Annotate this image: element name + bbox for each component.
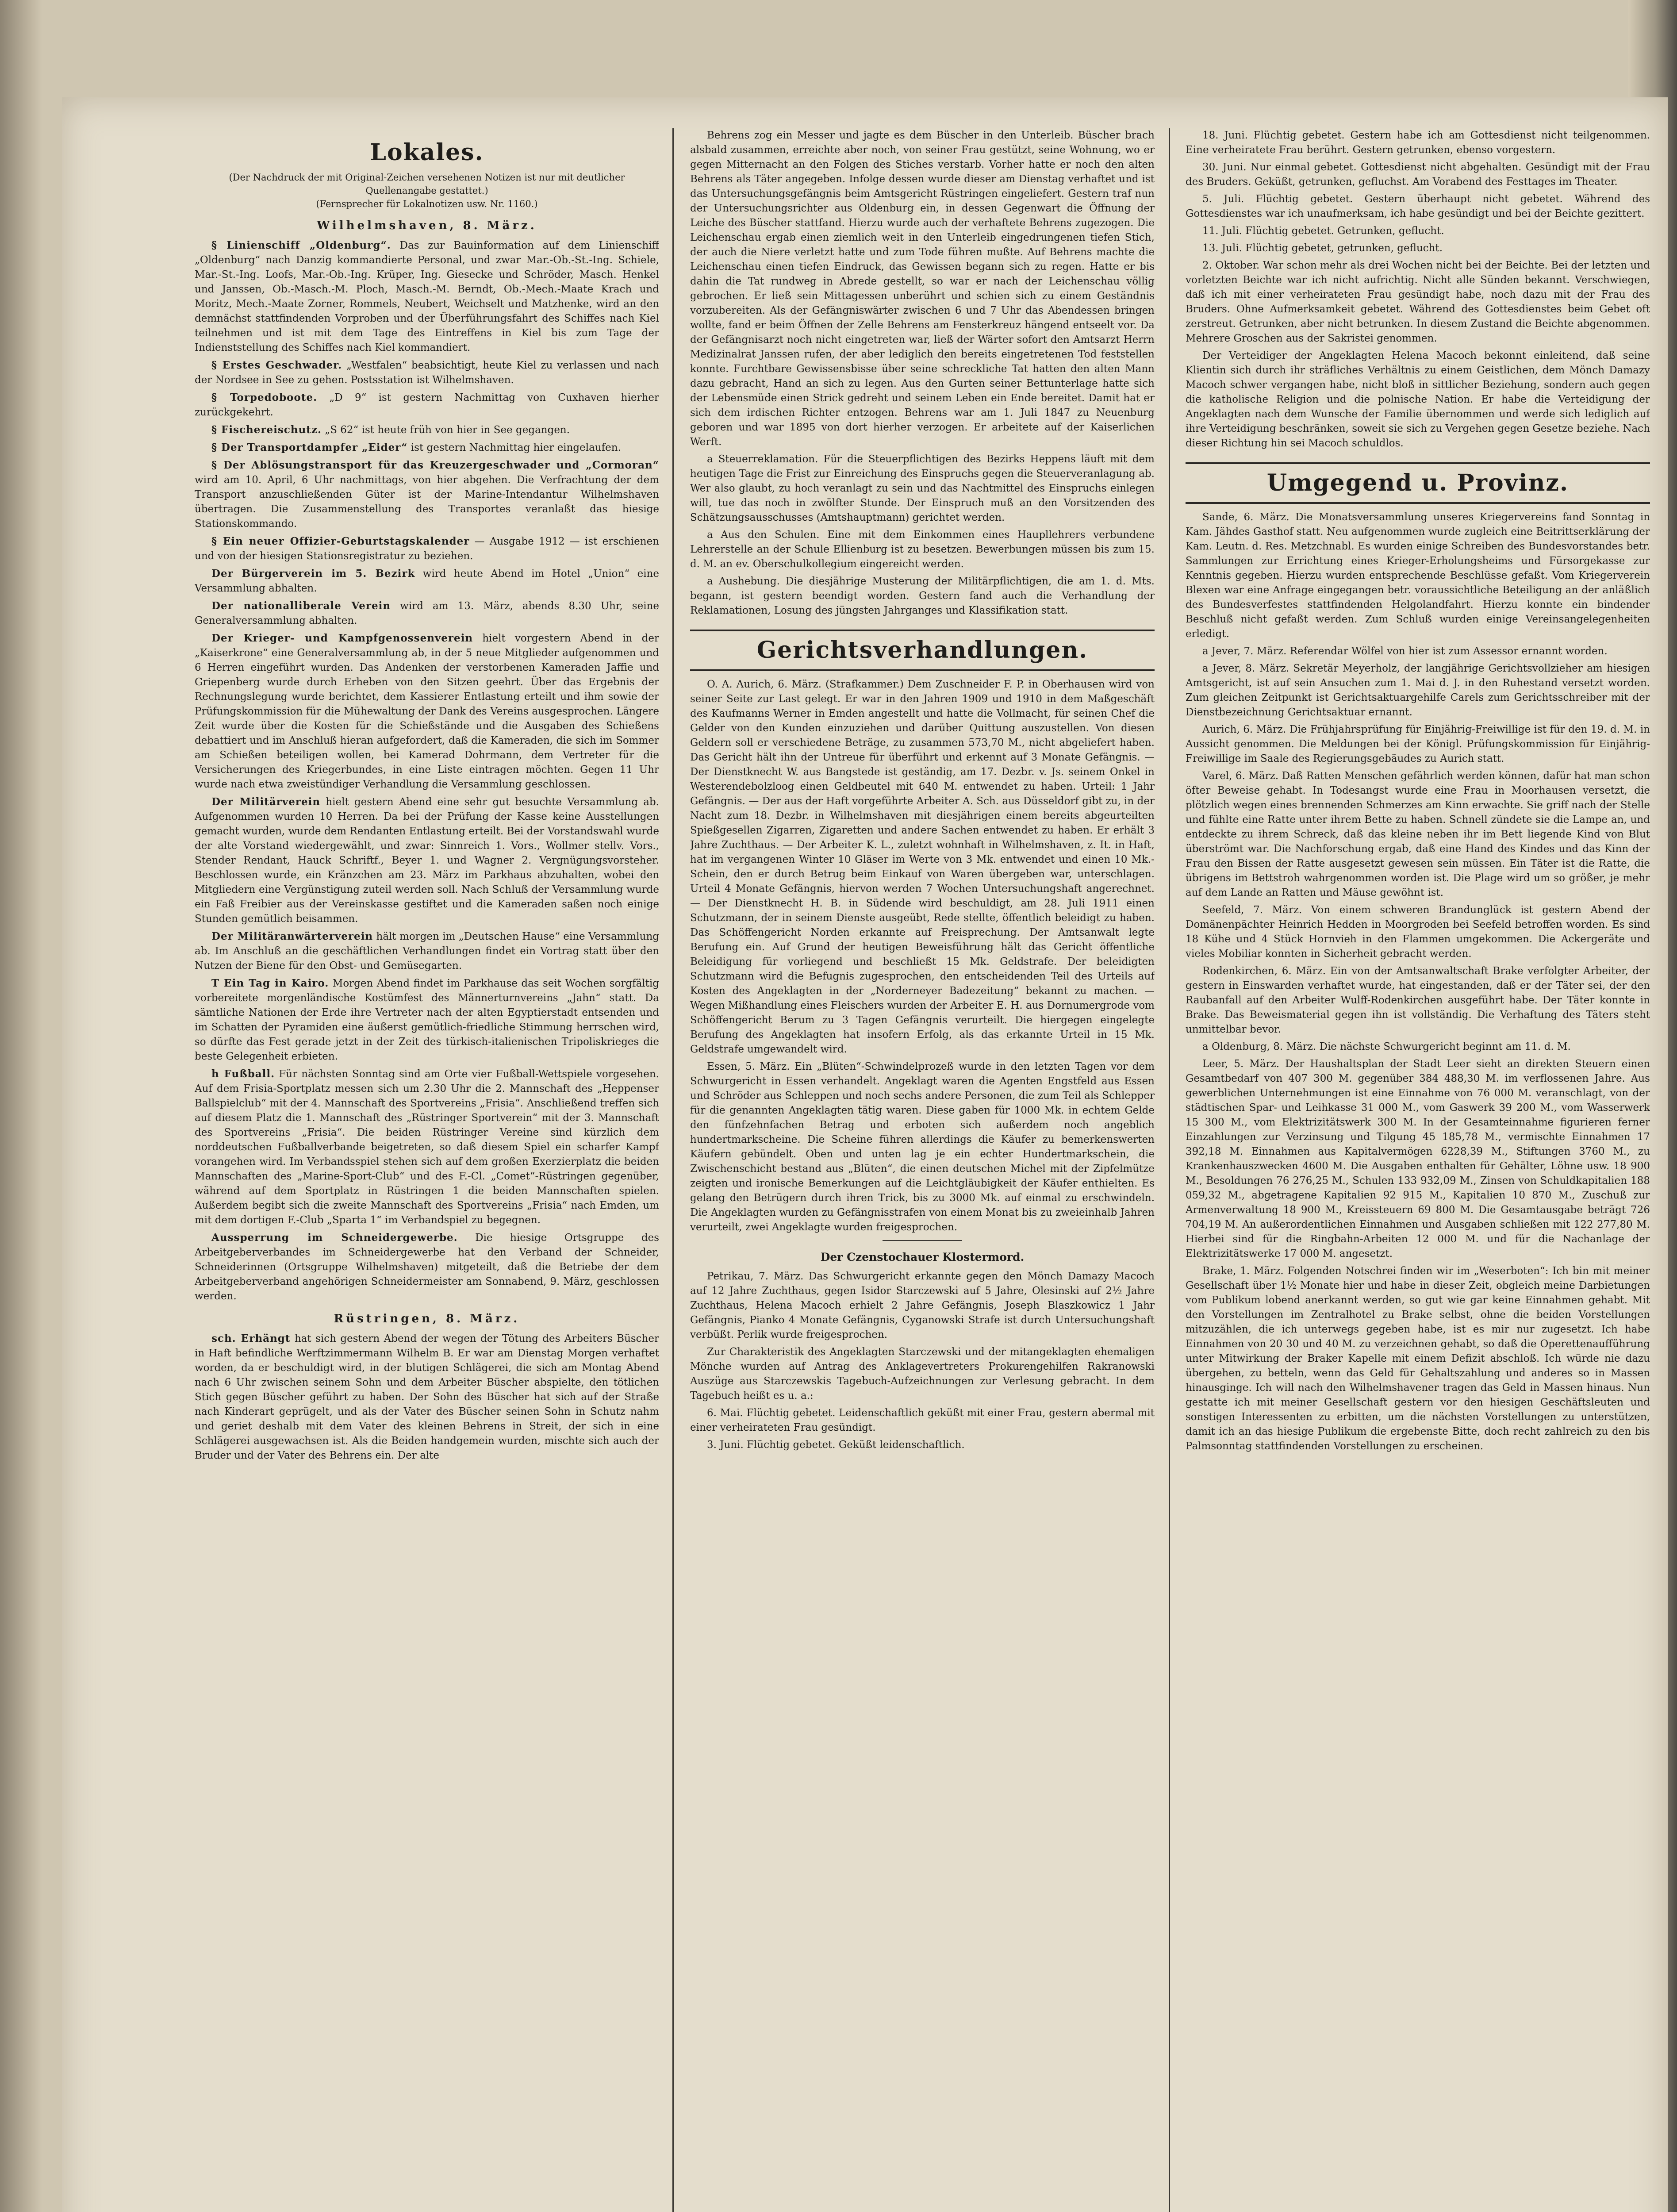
section-heading-gericht: Gerichtsverhandlungen.: [690, 630, 1155, 671]
news-item-lead: § Fischereischutz.: [211, 424, 322, 436]
news-item: [195, 358, 659, 388]
diary-paragraph: 13. Juli. Flüchtig gebetet, getrunken, geflucht.: [1202, 242, 1443, 254]
diary-paragraph: 2. Oktober. War schon mehr als drei Wochen nicht bei der Beichte. Bei der letzten und vorletzten Beichte war ich nicht aufrichtig. Nicht alle Sünden bekannt. Verschwiegen, daß ich mit einer verheirateten Frau gesündigt habe, noch dazu mit der Frau des Bruders. Ohne Aufmerksamkeit gebetet. Während des Gottesdienstes beim Gebet oft zerstreut. Getrunken, aber nicht betrunken. In diesem Zustand die Beichte abgenommen. Mehrere Groschen aus der Sakristei genommen.: [1186, 260, 1650, 344]
news-item-text: hält morgen im „Deutschen Hause“ eine Versammlung ab. Im Anschluß an die geschäftlichen Verhandlungen findet ein Vortrag statt über den Nutzen der Biene für den Obst- und Gemüsegarten.: [195, 931, 659, 972]
news-item: [195, 1230, 659, 1304]
province-paragraph: Sande, 6. März. Die Monatsversammlung unseres Kriegervereins fand Sonntag in Kam. Jähdes Gasthof statt. Neu aufgenommen wurde zugleich eine Beitrittserklärung der Kam. Leutn. d. Res. Metzchnabl. Es wurden einige Schreiben des Bundesvorstandes betr. Sammlungen zur Errichtung eines Krieger-Erholungsheims und Fürsorgekasse zur Kenntnis gegeben. Hierzu wurden entsprechende Beschlüsse gefaßt. Vom Kriegerverein Blexen war eine Anfrage eingegangen betr. voraussichtliche Beteiligung an der anläßlich des Bundesverfestes stattfindenden Helgolandfahrt. Hierzu konnte ein bindender Beschluß nicht gefaßt werden. Zum Schluß wurden einige Vereinsangelegenheiten erledigt.: [1186, 511, 1650, 640]
province-reports: [1186, 510, 1650, 1454]
news-item-text: „D 9“ ist gestern Nachmittag von Cuxhaven hierher zurückgekehrt.: [195, 392, 659, 418]
news-item-lead: h Fußball.: [211, 1068, 275, 1080]
province-paragraph: Brake, 1. März. Folgenden Notschrei finden wir im „Weserboten“: Ich bin mit meiner Gesellschaft über 1½ Monate hier und habe in dieser Zeit, obgleich meine Darbietungen vom Publikum lobend anerkannt werden, so gut wie gar keine Einnahmen gehabt. Mit den Vorstellungen im Zentralhotel zu Brake selbst, ohne die beiden Vorstellungen mitzuzählen, die ich unterwegs gegeben habe, ist es mir nur zugesetzt. Ich habe Einnahmen von 20 30 und 40 M. zu verzeichnen gehabt, so daß die Operettenaufführung unter Mitwirkung der Braker Kapelle mit einem Defizit abschloß. Ich würde nie dazu übergehen, zu betteln, wenn das Geld für Gehaltszahlung und anderes so in Massen hinausginge. Ich will nach den Wilhelmshavener tragen das Geld in Massen hinaus. Nun gestatte ich mit meiner Gesellschaft gestern vor den hiesigen Geschäftsleuten und sonstigen Interessenten zu erbitten, um die nächsten Vorstellungen zu unterstützen, damit ich an das hiesige Publikum die ergebenste Bitte, doch recht zahlreich zu den bis Palmsonntag stattfindenden Vorstellungen zu erscheinen.: [1186, 1265, 1650, 1452]
news-item: [195, 440, 659, 455]
news-item: [195, 976, 659, 1064]
news-item: [195, 1067, 659, 1228]
court-paragraph: O. A. Aurich, 6. März. (Strafkammer.) Dem Zuschneider F. P. in Oberhausen wird von seiner Seite zur Last gelegt. Er war in den Jahren 1909 und 1910 in dem Maßgeschäft des Kaufmanns Werner in Emden angestellt und hatte die Vollmacht, für seinen Chef die Gelder von den Kunden einzuziehen und darüber Quittung auszustellen. Von diesen Geldern soll er verschiedene Beträge, zu zusammen 573,70 M., nicht abgeliefert haben. Das Gericht hält ihn der Untreue für überführt und erkennt auf 3 Monate Gefängnis. — Der Dienstknecht W. aus Bangstede ist geständig, am 17. Dezbr. v. Js. seinem Onkel in Westerendebolzloog einen Geldbeutel mit 640 M. entwendet zu haben. Urteil: 1 Jahr Gefängnis. — Der aus der Haft vorgeführte Arbeiter A. Sch. aus Düsseldorf gibt zu, in der Nacht zum 18. Dezbr. in Wilhelmshaven mit diesjährigen einem bereits abgeurteilten Spießgesellen Zigarren, Zigaretten und andere Sachen entwendet zu haben. Er erhält 3 Jahre Zuchthaus. — Der Arbeiter K. L., zuletzt wohnhaft in Wilhelmshaven, z. It. in Haft, hat im vergangenen Winter 10 Gläser im Werte von 3 Mk. entwendet und einen 10 Mk.-Schein, den er durch Betrug beim Einkauf von Waren übergeben war, unterschlagen. Urteil 4 Monate Gefängnis, hiervon werden 7 Wochen Untersuchungshaft angerechnet. — Der Dienstknecht H. B. in Südende wird beschuldigt, am 28. Juli 1911 einen Schutzmann, der in seinem Dienste ausgeübt, Rede stellte, öffentlich beleidigt zu haben. Das Schöffengericht Norden erkannte auf Freisprechung. Der Amtsanwalt legte Berufung ein. Auf Grund der heutigen Beweisführung hält das Gericht öffentliche Beleidigung für vorliegend und beschließt 15 Mk. Geldstrafe. Der beleidigten Schutzmann wird die Befugnis zugesprochen, den entscheidenden Teil des Urteils auf Kosten des Angeklagten in der „Norderneyer Badezeitung“ bekannt zu machen. — Wegen Mißhandlung eines Fleischers wurden der Arbeiter E. H. aus Dornumergrode vom Schöffengericht Berum zu 3 Tagen Gefängnis verurteilt. Die hiergegen eingelegte Berufung des Angeklagten hat insofern Erfolg, als das erkannte Urteil in 15 Mk. Geldstrafe umgewandelt wird.: [690, 679, 1155, 1055]
divider: [883, 1240, 962, 1241]
news-item-text: Für nächsten Sonntag sind am Orte vier Fußball-Wettspiele vorgesehen. Auf dem Frisia-Sportplatz messen sich um 2.30 Uhr die 2. Mannschaft des „Heppenser Ballspielclub“ mit der 4. Mannschaft des Sportvereins „Frisia“. Anschließend treffen sich auf diesem Platz die 1. Mannschaft des „Rüstringer Sportverein“ mit der 3. Mannschaft des Sportvereins „Frisia“. Die beiden Rüstringer Vereine sind kürzlich dem norddeutschen Fußballverbande beigetreten, so daß diesem Spiel ein scharfer Kampf vorangehen wird. Im Verbandsspiel stehen sich auf dem großen Exerzierplatz die beiden Mannschaften des „Marine-Sport-Club“ und des F.-Cl. „Comet“-Rüstringen gegenüber, während auf dem Sportplatz in Rüstringen 1 die beiden Mannschaften spielen. Außerdem begibt sich die zweite Mannschaft des Sportvereins „Frisia“ nach Emden, um mit dem dortigen F.-Club „Sparta 1“ im Verbandspiel zu begegnen.: [195, 1068, 659, 1226]
news-item-text: hielt gestern Abend eine sehr gut besuchte Versammlung ab. Aufgenommen wurden 10 Herren. Da bei der Prüfung der Kasse keine Ausstellungen gemacht wurden, wurde dem Rendanten Entlastung erteilt. Bei der Vorstandswahl wurde der alte Vorstand wiedergewählt, und zwar: Sinnreich 1. Vors., Wollmer stellv. Vors., Stender Rendant, Hauck Schriftf., Beyer 1. und Wagner 2. Vergnügungsvorsteher. Beschlossen wurde, ein Kränzchen am 23. März im Parkhaus abzuhalten, wobei den Mitgliedern eine Vergünstigung zuteil werden soll. Nach Schluß der Versammlung wurde ein Faß Freibier aus der Vereinskasse gestiftet und die Kameraden saßen noch einige Stunden gemütlich beisammen.: [195, 796, 659, 925]
article-subhead: Der Czenstochauer Klostermord.: [820, 1251, 1025, 1263]
news-item-text: wird am 13. März, abends 8.30 Uhr, seine Generalversammlung abhalten.: [195, 600, 659, 626]
news-item-lead: Der Krieger- und Kampfgenossenverein: [211, 632, 473, 644]
news-item-text: hat sich gestern Abend der wegen der Tötung des Arbeiters Büscher in Haft befindliche Werftzimmermann Wilhelm B. Er war am Dienstag Morgen verhaftet worden, da er beschuldigt wird, in der blutigen Schlägerei, die sich am Montag Abend nach 6 Uhr zwischen seinem Sohn und dem Arbeiter Büscher abspielte, den tötlichen Stich gegen Büscher geführt zu haben. Der Sohn des Büscher hat sich auf der Straße nach Kinderart geprügelt, und als der Vater des Büscher seinen Sohn in Schutz nahm und geriet deshalb mit dem Vater des kleinen Behrens in Streit, der sich in eine Schlägerei ausgewachsen ist. Als die Beiden handgemein wurden, mischte sich auch der Bruder und der Vater des Behrens ein. Der alte: [195, 1333, 659, 1461]
news-item: [195, 599, 659, 628]
news-item-text: „S 62“ ist heute früh von hier in See gegangen.: [322, 424, 570, 436]
trial-paragraph: 3. Juni. Flüchtig gebetet. Geküßt leidenschaftlich.: [707, 1439, 965, 1451]
news-item-lead: § Linienschiff „Oldenburg“.: [211, 239, 391, 251]
province-paragraph: Leer, 5. März. Der Haushaltsplan der Stadt Leer sieht an direkten Steuern einen Gesamtbedarf von 407 300 M. gegenüber 384 488,30 M. im verflossenen Jahre. Aus gewerblichen Unternehmungen ist eine Einnahme von 76 000 M. veranschlagt, von der städtischen Spar- und Leihkasse 31 000 M., vom Gaswerk 39 200 M., vom Wasserwerk 15 300 M., vom Elektrizitätswerk 300 M. In der Gesamteinnahme figurieren ferner Einzahlungen zur Verzinsung und Tilgung 45 185,78 M., vermischte Einnahmen 17 392,18 M. Einnahmen aus Kapitalvermögen 6228,39 M., Stiftungen 3760 M., zu Krankenhauszwecken 4600 M. Die Ausgaben enthalten für Gehälter, Löhne usw. 18 900 M., Besoldungen 76 276,25 M., Schulen 133 932,09 M., Zinsen von Schuldkapitalien 188 059,32 M., abgetragene Kapitalien 92 915 M., Kapitalien 10 870 M., Zuschuß zur Armenverwaltung 18 900 M., Kreissteuern 69 800 M. Die Gesamtausgabe beträgt 726 704,19 M. An außerordentlichen Einnahmen und Ausgaben schließen mit 122 277,80 M. Hierbei sind für die Ringbahn-Arbeiten 12 000 M. und für die Nachanlage der Elektrizitätswerke 17 000 M. angesetzt.: [1186, 1058, 1650, 1260]
news-item-text: wird am 10. April, 6 Uhr nachmittags, von hier abgehen. Die Verfrachtung der dem Transport anzuschließenden Güter ist der Marine-Intendantur Wilhelmshaven übertragen. Die Zusammenstellung des Transportes veranlaßt das hiesige Stationskommando.: [195, 474, 659, 530]
dateline-ruestringen: Rüstringen, 8. März.: [334, 1312, 520, 1325]
trial-paragraph: 6. Mai. Flüchtig gebetet. Leidenschaftlich geküßt mit einer Frau, gestern abermal mit einer verheirateten Frau gesündigt.: [690, 1407, 1155, 1433]
news-item-lead: sch. Erhängt: [211, 1333, 291, 1344]
news-item-text: wird heute Abend im Hotel „Union“ eine Versammlung abhalten.: [195, 568, 659, 594]
news-item: [195, 1331, 659, 1463]
diary-paragraph: 5. Juli. Flüchtig gebetet. Gestern überhaupt nicht gebetet. Während des Gottesdienstes war ich unaufmerksam, ich habe gesündigt und bei der Beichte gezittert.: [1186, 193, 1650, 219]
trial-paragraph: Zur Charakteristik des Angeklagten Starczewski und der mitangeklagten ehemaligen Mönche wurden auf Antrag des Anklagevertreters Prokurengehilfen Rakranowski Auszüge aus Starczewskis Tagebuch-Aufzeichnungen zur Verlesung gebracht. In dem Tagebuch heißt es u. a.:: [690, 1346, 1155, 1402]
news-item-text: Morgen Abend findet im Parkhause das seit Wochen sorgfältig vorbereitete morgenländische Kostümfest des Männerturnvereins „Jahn“ statt. Da sämtliche Nationen der Erde ihre Vertreter nach der alten Egyptierstadt entsenden und im Schatten der Pyramiden eine äußerst gemütlich-friedliche Stimmung herrschen wird, so dürfte das Fest gerade jetzt in der Zeit des türkisch-italienischen Tripoliskrieges die beste Gelegenheit erbieten.: [195, 978, 659, 1062]
province-paragraph: Seefeld, 7. März. Von einem schweren Brandunglück ist gestern Abend der Domänenpächter Heinrich Hedden in Moorgroden bei Seefeld betroffen worden. Es sind 18 Kühe und 4 Stück Hornvieh in den Flammen umgekommen. Die Ackergeräte und vieles Mobiliar konnten in Sicherheit gebracht werden.: [1186, 904, 1650, 960]
news-item: [195, 458, 659, 531]
reprint-note: (Der Nachdruck der mit Original-Zeichen versehenen Notizen ist nur mit deutlicher Quellenangabe gestattet.): [229, 172, 625, 196]
news-item-lead: Der Militäranwärterverein: [211, 930, 373, 942]
trial-paragraph: Petrikau, 7. März. Das Schwurgericht erkannte gegen den Mönch Damazy Macoch auf 12 Jahre Zuchthaus, gegen Isidor Starczewski auf 5 Jahre, Olesinski auf 2½ Jahre Zuchthaus, Helena Macoch erhielt 2 Jahre Gefängnis, Joseph Blaszkowicz 1 Jahr Gefängnis, Pianko 4 Monate Gefängnis, Cyganowski Strafe ist durch Untersuchungshaft verbüßt. Perlik wurde freigesprochen.: [690, 1271, 1155, 1340]
newspaper-page: [62, 97, 1668, 2212]
news-item-text: Das zur Bauinformation auf dem Linienschiff „Oldenburg“ nach Danzig kommandierte Personal, und zwar Mar.-Ob.-St.-Ing. Schiele, Mar.-St.-Ing. Loofs, Mar.-Ob.-Ing. Krüper, Ing. Giesecke und Schröder, Masch. Henkel und Janssen, Ob.-Masch.-M. Ploch, Masch.-M. Berndt, Ob.-Mech.-Maate Krach und Moritz, Mech.-Maate Zorner, Rommels, Neubert, Weichselt und Matzhenke, wird an den demnächst stattfindenden Vorproben und der Überführungsfahrt des Schiffes nach Kiel teilnehmen und ist mit dem Tage des Eintreffens in Kiel bis zum Tage der Indienststellung des Schiffes nach Kiel kommandiert.: [195, 240, 659, 353]
court-reports: [690, 677, 1155, 1235]
news-item-lead: Der Bürgerverein im 5. Bezirk: [211, 568, 415, 580]
news-item-lead: T Ein Tag in Kairo.: [211, 977, 329, 989]
news-item-lead: Aussperrung im Schneidergewerbe.: [211, 1232, 458, 1244]
left-column: [195, 128, 659, 2212]
trial-report: [690, 1269, 1155, 1452]
news-item-lead: Der nationalliberale Verein: [211, 600, 391, 612]
news-item-text: Die hiesige Ortsgruppe des Arbeitgeberverbandes im Schneidergewerbe hat den Verband der Schneider, Schneiderinnen (Ortsgruppe Wilhelmshaven) mitgeteilt, daß die Betriebe der dem Arbeitgeberverband angehörigen Schneidermeister am Sonnabend, 9. März, geschlossen werden.: [195, 1232, 659, 1302]
news-item-lead: § Erstes Geschwader.: [211, 359, 342, 371]
column-rule: [1169, 128, 1170, 2212]
diary-paragraph: 30. Juni. Nur einmal gebetet. Gottesdienst nicht abgehalten. Gesündigt mit der Frau des Bruders. Geküßt, getrunken, gefluchst. Am Vorabend des Festtages im Theater.: [1186, 161, 1650, 188]
news-item: [195, 631, 659, 792]
news-item: [195, 929, 659, 973]
article-paragraph: a Aushebung. Die diesjährige Musterung der Militärpflichtigen, die am 1. d. Mts. begann, ist gestern beendigt worden. Gestern fand auch die Verhandlung der Reklamationen, Losung des jüngsten Jahrganges und Klassifikation statt.: [690, 576, 1155, 616]
news-item-text: „Westfalen“ beabsichtigt, heute Kiel zu verlassen und nach der Nordsee in See zu gehen. Postsstation ist Wilhelmshaven.: [195, 360, 659, 386]
province-paragraph: Rodenkirchen, 6. März. Ein von der Amtsanwaltschaft Brake verfolgter Arbeiter, der gestern in Einswarden verhaftet wurde, hat eingestanden, daß er der Täter sei, der den Raubanfall auf den Arbeiter Wulff-Rodenkirchen ausgeführt habe. Der Täter konnte in Brake. Das Beweismaterial gegen ihn ist vollständig. Die Verhaftung des Täters steht unmittelbar bevor.: [1186, 965, 1650, 1035]
news-items: [195, 1331, 659, 1463]
middle-column: [690, 128, 1155, 2212]
article-paragraph: a Steuerreklamation. Für die Steuerpflichtigen des Bezirks Heppens läuft mit dem heutigen Tage die Frist zur Einreichung des Einspruchs gegen die Steuerveranlagung ab. Wer also glaubt, zu hoch veranlagt zu sein und das Nachtmittel des Einspruchs einlegen will, tue das noch in zwölfter Stunde. Der Einspruch muß an den Vorsitzenden des Schätzungsausschusses (Amtshauptmann) gerichtet werden.: [690, 453, 1155, 523]
news-item: [195, 534, 659, 564]
news-item-lead: Der Militärverein: [211, 796, 321, 808]
diary-paragraph: 18. Juni. Flüchtig gebetet. Gestern habe ich am Gottesdienst nicht teilgenommen. Eine verheiratete Frau berührt. Gestern getrunken, ebenso vorgestern.: [1186, 130, 1650, 156]
news-item-lead: § Torpedoboote.: [211, 392, 318, 403]
dateline-wilhelmshaven: Wilhelmshaven, 8. März.: [317, 219, 537, 232]
province-paragraph: Varel, 6. März. Daß Ratten Menschen gefährlich werden können, dafür hat man schon öfter Beweise gehabt. In Todesangst wurde eine Frau in Moorhausen versetzt, die plötzlich wegen eines brennenden Schmerzes am Kinn erwachte. Sie griff nach der Stelle und fühlte eine Ratte unter ihrem Bette zu haben. Schnell zündete sie die Lampe an, und entdeckte zu ihrem Schreck, daß das kleine neben ihr im Bett liegende Kind von Blut überströmt war. Die Nachforschung ergab, daß eine Hand des Kindes und das Kinn der Frau den Bissen der Ratte ausgesetzt gewesen sein müssen. Ein Täter ist die Ratte, die übrigens im Bettstroh wahrgenommen worden ist. Die Plage wird um so größer, je mehr auf dem Lande an Ratten und Mäuse gewöhnt ist.: [1186, 770, 1650, 899]
news-items: [690, 128, 1155, 618]
news-item-text: hielt vorgestern Abend in der „Kaiserkrone“ eine Generalversammlung ab, in der 5 neue Mitglieder aufgenommen und 6 Herren eingeführt wurden. Das Andenken der verstorbenen Kameraden Jaffie und Griepenberg wurde durch Erheben von den Sitzen geehrt. Über das Ergebnis der Rechnungslegung wurde berichtet, dem Kassierer Entlastung erteilt und ihm sowie der Prüfungskommission für die Mühewaltung der Dank des Vereins ausgesprochen. Längere Zeit wurde über die Kosten für die Schießstände und die Ausgaben des Schießens debattiert und im Anschluß hieran aufgefordert, daß die Kameraden, die sich im Sommer am Schießen beteiligen wollen, bei Kamerad Dohrmann, dem Vertreter für die Versicherungen des Kriegerbundes, in eine Liste eintragen möchten. Gegen 11 Uhr wurde nach etwa zweistündiger Verhandlung die Versammlung geschlossen.: [195, 633, 659, 790]
right-column: [1186, 128, 1650, 2212]
column-rule: [672, 128, 674, 2212]
diary-paragraph: Der Verteidiger der Angeklagten Helena Macoch bekonnt einleitend, daß seine Klientin sich durch ihr sträfliches Verhältnis zu einem Geistlichen, dem Mönch Damazy Macoch schwer vergangen habe, nicht bloß in sittlicher Beziehung, sondern auch gegen die katholische Religion und die polnische Nation. Er habe die Verteidigung der Angeklagten nach dem Wunsche der Familie übernommen und werde sich lediglich auf ihre Verteidigung beschränken, soweit sie sich zu Vergehen gegen Gesetze beziehe. Nach dieser Richtung hin sei Macoch schuldlos.: [1186, 350, 1650, 449]
province-paragraph: a Oldenburg, 8. März. Die nächste Schwurgericht beginnt am 11. d. M.: [1202, 1041, 1571, 1052]
news-item: [195, 238, 659, 355]
province-paragraph: a Jever, 7. März. Referendar Wölfel von hier ist zum Assessor ernannt worden.: [1202, 645, 1608, 657]
court-paragraph: Essen, 5. März. Ein „Blüten“-Schwindelprozeß wurde in den letzten Tagen vor dem Schwurgericht in Essen verhandelt. Angeklagt waren die Agenten Engstfeld aus Essen und Schröder aus Schleppen und noch sechs andere Personen, die zum Teil als Schlepper für die genannten Angeklagten tätig waren. Diese gaben für 1000 Mk. in echtem Gelde den fünfzehnfachen Betrag und erboten sich außerdem noch angeblich hundertmarkscheine. Die Scheine führen allerdings die Käufer zu bemerkenswerten Käufern gebündelt. Oben und unten lag je ein echter Hundertmarkschein, die Zwischenschicht bestand aus „Blüten“, die einen deutschen Michel mit der Zipfelmütze zeigten und ironische Bemerkungen auf die Leichtgläubigkeit der Käufer enthielten. Es gelang den Betrügern durch ihren Trick, bis zu 3000 Mk. auf einmal zu erschwindeln. Die Angeklagten wurden zu Gefängnisstrafen von einem Monat bis zu zweieinhalb Jahren verurteilt, zwei Angeklagte wurden freigesprochen.: [690, 1061, 1155, 1233]
news-item: [195, 390, 659, 420]
section-heading-lokales: Lokales.: [370, 139, 484, 166]
news-item-text: ist gestern Nachmittag hier eingelaufen.: [407, 442, 621, 453]
province-paragraph: Aurich, 6. März. Die Frühjahrsprüfung für Einjährig-Freiwillige ist für den 19. d. M. in Aussicht genommen. Die Meldungen bei der Königl. Prüfungskommission für Einjährig-Freiwillige im Saale des Regierungsgebäudes zu Aurich statt.: [1186, 724, 1650, 764]
news-item-lead: § Ein neuer Offizier-Geburtstagskalender: [211, 535, 470, 547]
news-items: [1186, 128, 1650, 451]
scan-binding-edge: [0, 0, 42, 2212]
news-item: [195, 422, 659, 438]
news-item-lead: § Der Transportdampfer „Eider“: [211, 442, 408, 453]
section-heading-umgegend: Umgegend u. Provinz.: [1186, 462, 1650, 504]
news-item: [195, 795, 659, 926]
news-item: [195, 566, 659, 596]
province-paragraph: a Jever, 8. März. Sekretär Meyerholz, der langjährige Gerichtsvollzieher am hiesigen Amtsgericht, ist auf sein Ansuchen zum 1. Mai d. J. in den Ruhestand versetzt worden. Zum gleichen Zeitpunkt ist Gerichtsaktuargehilfe Carels zum Gerichtsschreiber mit der Dienstbezeichnung Gerichtsaktuar ernannt.: [1186, 663, 1650, 718]
news-item-lead: § Der Ablösungstransport für das Kreuzergeschwader und „Cormoran“: [211, 459, 659, 471]
diary-paragraph: 11. Juli. Flüchtig gebetet. Getrunken, geflucht.: [1202, 225, 1444, 237]
article-paragraph: Behrens zog ein Messer und jagte es dem Büscher in den Unterleib. Büscher brach alsbald zusammen, erreichte aber noch, von seiner Frau gestützt, seine Wohnung, wo er gegen Mitternacht an den Folgen des Stiches verstarb. Vorher hatte er noch den alten Behrens als Täter angegeben. Infolge dessen wurde dieser am Dienstag verhaftet und ist das Untersuchungsgefängnis beim Amtsgericht Rüstringen eingeliefert. Gestern traf nun der Untersuchungsrichter aus Oldenburg ein, in dessen Gegenwart die Öffnung der Leiche des Büscher stattfand. Hierzu wurde auch der verhaftete Behrens zugezogen. Die Leichenschau ergab einen ziemlich weit in den Unterleib eingedrungenen tiefen Stich, der auch die Niere verletzt hatte und zum Tode führen mußte. Auf Behrens machte die Leichenschau einen tiefen Eindruck, das Gewissen begann sich zu regen. Hatte er bis dahin die Tat rundweg in Abrede gestellt, so war er nach der Leichenschau völlig gebrochen. Er ließ sein Mittagessen unberührt und schien sich zu einem Geständnis vorzubereiten. Als der Gefängniswärter zwischen 6 und 7 Uhr das Abendessen bringen wollte, fand er beim Öffnen der Zelle Behrens am Fensterkreuz hängend entseelt vor. Da der Gefängnisarzt noch nicht eingetreten war, ließ der Wärter sofort den Amtsarzt Herrn Medizinalrat Janssen rufen, der aber lediglich den bereits eingetretenen Tod feststellen konnte. Furchtbare Gewissensbisse über seine schreckliche Tat hatten den alten Mann dazu gebracht, Hand an sich zu legen. Aus den Gurten seiner Bettunterlage hatte sich der Lebensmüde einen Strick gedreht und seinem Leben ein Ende bereitet. Damit hat er sich dem irdischen Richter entzogen. Behrens war am 1. Juli 1847 zu Neuenburg geboren und war 1895 von dort hierher verzogen. Er arbeitete auf der Kaiserlichen Werft.: [690, 130, 1155, 448]
phone-note: (Fernsprecher für Lokalnotizen usw. Nr. 1160.): [316, 199, 538, 209]
news-items: [195, 238, 659, 1304]
article-paragraph: a Aus den Schulen. Eine mit dem Einkommen eines Haupllehrers verbundene Lehrerstelle an der Schule Ellienburg ist zu besetzen. Bewerbungen müssen bis zum 15. d. M. an ev. Oberschulkollegium eingereicht werden.: [690, 529, 1155, 570]
news-item-text: — Ausgabe 1912 — ist erschienen und von der hiesigen Stationsregistratur zu beziehen.: [195, 536, 659, 562]
